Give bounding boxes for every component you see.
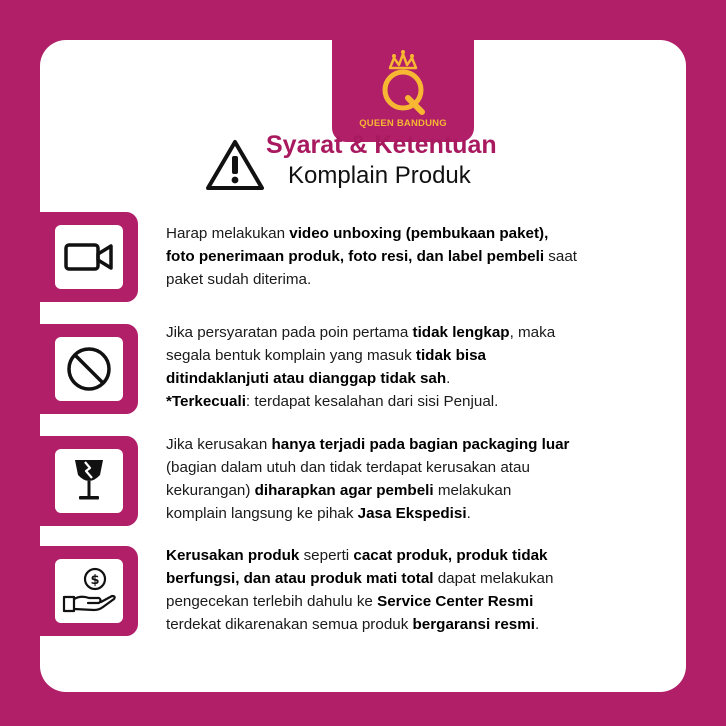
text-line: [166, 390, 648, 413]
emphasis-text: video unboxing (pembukaan paket),: [289, 225, 549, 242]
rule-icon-tab-3: [40, 436, 138, 526]
text-line: [166, 433, 648, 456]
svg-text:$: $: [90, 573, 100, 588]
text-line: [166, 268, 648, 291]
text-line: [166, 245, 648, 268]
money-hand-icon: [61, 567, 117, 615]
plain-text: .: [446, 370, 451, 387]
emphasis-text: Service Center Resmi: [377, 593, 534, 610]
rule-text-3: [166, 433, 648, 525]
emphasis-text: tidak lengkap: [412, 324, 510, 341]
video-camera-icon: [63, 240, 115, 274]
emphasis-text: foto penerimaan produk, foto resi, dan label pembeli: [166, 248, 545, 265]
emphasis-text: Jasa Ekspedisi: [357, 505, 467, 522]
plain-text: pengecekan terlebih dahulu ke: [166, 593, 378, 610]
page-title: Syarat & Ketentuan: [266, 131, 497, 159]
prohibited-icon: [65, 345, 113, 393]
text-line: [166, 456, 648, 479]
emphasis-text: diharapkan agar pembeli: [254, 482, 434, 499]
brand-badge: [332, 40, 474, 142]
emphasis-text: bergaransi resmi: [412, 616, 535, 633]
plain-text: saat: [544, 248, 577, 265]
emphasis-text: tidak bisa: [415, 347, 486, 364]
plain-text: , maka: [509, 324, 556, 341]
plain-text: seperti: [299, 547, 354, 564]
warning-icon: [204, 138, 266, 192]
plain-text: .: [534, 616, 540, 633]
rule-text-1: [166, 222, 648, 291]
text-line: [166, 590, 648, 613]
rule-text-2: [166, 321, 648, 413]
emphasis-text: hanya terjadi pada bagian packaging luar: [271, 436, 570, 453]
plain-text: segala bentuk komplain yang masuk: [166, 347, 416, 364]
plain-text: kekurangan): [166, 482, 255, 499]
emphasis-text: Kerusakan produk: [166, 547, 300, 564]
rule-text-4: [166, 544, 648, 636]
emphasis-text: cacat produk, produk tidak: [353, 547, 548, 564]
queen-logo-icon: [368, 48, 438, 116]
plain-text: paket sudah diterima.: [166, 271, 312, 288]
rule-icon-tab-4: [40, 546, 138, 636]
text-line: [166, 479, 648, 502]
plain-text: Jika kerusakan: [166, 436, 272, 453]
plain-text: Jika persyaratan pada poin pertama: [166, 324, 413, 341]
plain-text: komplain langsung ke pihak: [166, 505, 358, 522]
plain-text: terdekat dikarenakan semua produk: [166, 616, 413, 633]
text-line: [166, 344, 648, 367]
fragile-glass-icon: [69, 457, 109, 505]
text-line: [166, 367, 648, 390]
emphasis-text: berfungsi, dan atau produk mati total: [166, 570, 434, 587]
text-line: [166, 502, 648, 525]
emphasis-text: ditindaklanjuti atau dianggap tidak sah: [166, 370, 447, 387]
text-line: [166, 544, 648, 567]
plain-text: : terdapat kesalahan dari sisi Penjual.: [245, 393, 499, 410]
text-line: [166, 613, 648, 636]
plain-text: dapat melakukan: [433, 570, 554, 587]
text-line: [166, 567, 648, 590]
brand-name: QUEEN BANDUNG: [359, 118, 447, 129]
text-line: [166, 321, 648, 344]
rule-icon-tab-1: [40, 212, 138, 302]
page-subtitle: Komplain Produk: [288, 162, 471, 189]
plain-text: melakukan: [433, 482, 512, 499]
plain-text: Harap melakukan: [166, 225, 290, 242]
rule-icon-tab-2: [40, 324, 138, 414]
plain-text: (bagian dalam utuh dan tidak terdapat kerusakan atau: [166, 459, 530, 476]
text-line: [166, 222, 648, 245]
plain-text: .: [466, 505, 471, 522]
emphasis-text: *Terkecuali: [166, 393, 246, 410]
